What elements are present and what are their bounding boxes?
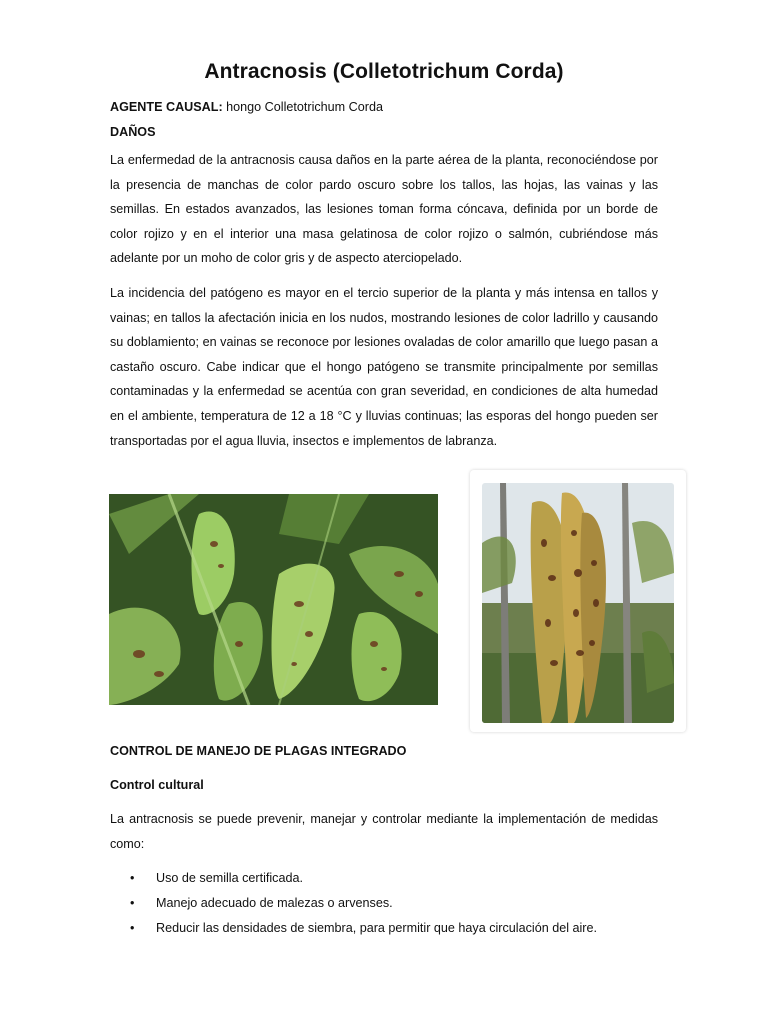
causal-agent-line — [110, 100, 383, 114]
control-cultural-heading: Control cultural — [110, 778, 204, 792]
photo-infected-pods — [109, 494, 438, 705]
photo-infected-plant-field — [482, 483, 674, 723]
causal-agent-value: hongo Colletotrichum Corda — [226, 100, 383, 114]
page-title: Antracnosis (Colletotrichum Corda) — [204, 60, 564, 83]
infected-plant-illustration — [482, 483, 674, 723]
infected-pods-illustration — [109, 494, 438, 705]
bullet-icon: • — [130, 871, 135, 885]
bullet-icon: • — [130, 921, 135, 935]
danos-heading: DAÑOS — [110, 125, 156, 139]
bullet-icon: • — [130, 896, 135, 910]
paragraph-intro: La antracnosis se puede prevenir, manejar y controlar mediante la implementación de medidas como: — [110, 812, 658, 851]
causal-agent-label: AGENTE CAUSAL: — [110, 100, 223, 114]
paragraph-damages: La enfermedad de la antracnosis causa daños en la parte aérea de la planta, reconociéndose por la presencia de manchas de color pardo oscuro sobre los tallos, las hojas, las vainas y las semillas. En estados avanzados, las lesiones toman forma cóncava, definida por un borde de color rojizo y en el interior una masa gelatinosa de color rojizo o salmón, cubriéndose más adelante por un moho de color gris y de aspecto aterciopelado. — [110, 153, 658, 266]
control-heading: CONTROL DE MANEJO DE PLAGAS INTEGRADO — [110, 744, 407, 758]
document-page: Antracnosis (Colletotrichum Corda) AGENTE CAUSAL: hongo Colletotrichum Corda DAÑOS La enfermedad de la antracnosis causa daños en la parte aérea de la planta, reconociéndose por la presencia de manchas de color pardo oscuro sobre los tallos, las hojas, las vainas y las semillas. En estados avanzados, las lesiones toman forma cóncava, definida por un borde de color rojizo y en el interior una masa gelatinosa de color rojizo o salmón, cubriéndose más adelante por un moho de color gris y de aspecto aterciopelado. La incidencia del patógeno es mayor en el tercio superior de la planta y más intensa en tallos y vainas; en tallos la afectación inicia en los nudos, mostrando lesiones de color ladrillo y causando su doblamiento; en vainas se reconoce por lesiones ovaladas de color amarillo que luego pasan a castaño oscuro. Cabe indicar que el hongo patógeno se transmite principalmente por semillas contaminadas y la enfermedad se acentúa con gran severidad, en condiciones de alta humedad en el ambiente, temperatura de 12 a 18 °C y lluvias continuas; las esporas del hongo pueden ser transportadas por el agua lluvia, insectos e implementos de labranza. CONTROL DE MANEJO DE PLAGAS INTEGRADO Control cultural La antracnosis se puede prevenir, manejar y controlar mediante la implementación de medidas como: • Uso de semilla certificada. • Manejo adecuado de malezas o arvenses. • Reducir las densidades de siembra, para permitir que haya circulación del aire. — [0, 0, 768, 1024]
paragraph-incidence: La incidencia del patógeno es mayor en el tercio superior de la planta y más intensa en tallos y vainas; en tallos la afectación inicia en los nudos, mostrando lesiones de color ladrillo y causando su doblamiento; en vainas se reconoce por lesiones ovaladas de color amarillo que luego pasan a castaño oscuro. Cabe indicar que el hongo patógeno se transmite principalmente por semillas contaminadas y la enfermedad se acentúa con gran severidad, en condiciones de alta humedad en el ambiente, temperatura de 12 a 18 °C y lluvias continuas; las esporas del hongo pueden ser transportadas por el agua lluvia, insectos e implementos de labranza. — [110, 286, 658, 448]
